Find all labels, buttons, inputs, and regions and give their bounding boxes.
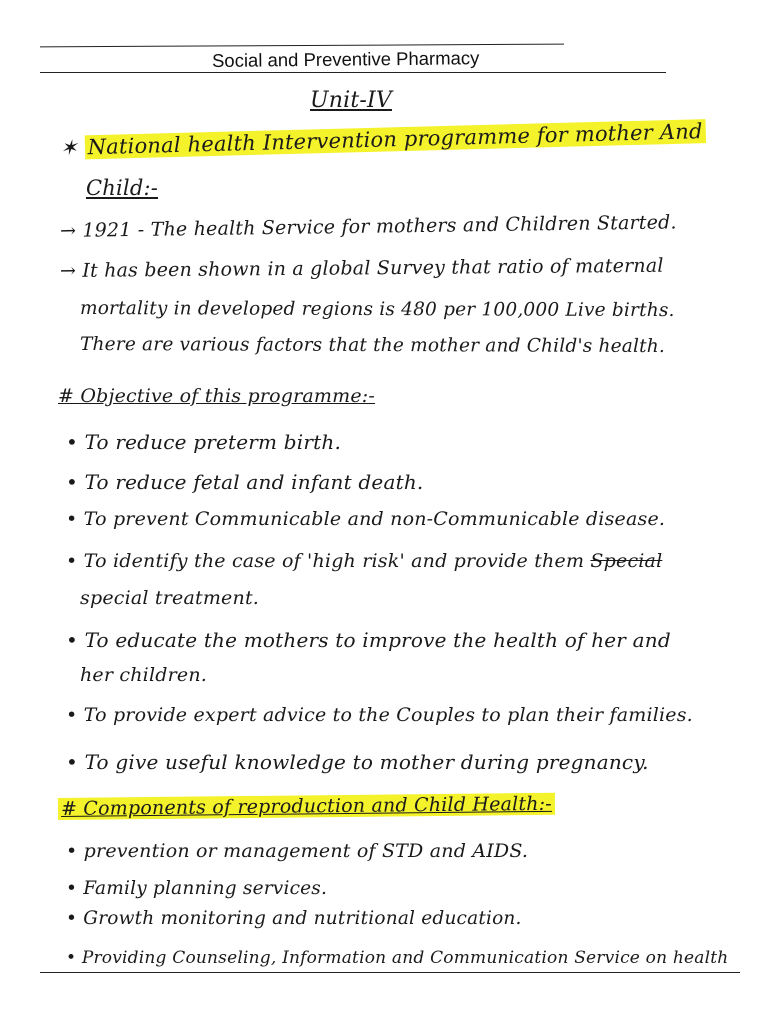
arrow-icon: → <box>59 219 77 242</box>
bullet: • <box>66 430 78 454</box>
bullet: • <box>66 840 78 862</box>
objective-item-4-cont: special treatment. <box>80 587 260 609</box>
header-rule <box>40 72 666 73</box>
components-item-4 <box>66 948 728 968</box>
intro-line-2-text: It has been shown in a global Survey that ratio of maternal <box>82 254 664 282</box>
intro-line-1-text: 1921 - The health Service for mothers and Children Started. <box>82 211 677 242</box>
bullet: • <box>66 470 78 494</box>
components-item-2 <box>66 878 327 899</box>
objective-item-4 <box>66 550 662 572</box>
objective-item-3 <box>66 508 665 530</box>
objective-heading: # Objective of this programme:- <box>58 385 376 407</box>
bullet: • <box>66 550 78 572</box>
objective-item-2 <box>66 470 423 494</box>
objective-item-5 <box>66 628 671 652</box>
main-heading-line1 <box>60 119 706 160</box>
objective-item-7 <box>66 750 649 774</box>
intro-line-2 <box>60 255 664 282</box>
objective-item-6 <box>66 704 693 726</box>
objective-item-1 <box>66 430 341 454</box>
objective-item-1-text: To reduce preterm birth. <box>84 430 342 454</box>
footer-rule <box>40 972 740 973</box>
components-item-3-text: Growth monitoring and nutritional education. <box>83 908 522 929</box>
objective-item-6-text: To provide expert advice to the Couples to plan their families. <box>83 704 693 726</box>
components-heading-text: # Components of reproduction and Child Health:- <box>58 793 555 820</box>
bullet: • <box>66 948 77 968</box>
components-item-4-text: Providing Counseling, Information and Communication Service on health <box>81 948 729 968</box>
bullet: • <box>66 908 78 929</box>
intro-line-4: There are various factors that the mother and Child's health. <box>79 334 666 358</box>
bullet: • <box>66 750 78 774</box>
page-header-title: Social and Preventive Pharmacy <box>211 47 480 71</box>
bullet: • <box>66 878 78 899</box>
objective-item-5-text: To educate the mothers to improve the health of her and <box>84 628 671 652</box>
bullet: • <box>66 628 78 652</box>
objective-item-4-struck: Special <box>590 550 663 572</box>
unit-title: Unit-IV <box>310 88 392 113</box>
objective-item-5-cont: her children. <box>80 664 207 686</box>
intro-line-1 <box>60 211 677 242</box>
objective-item-4-text: To identify the case of 'high risk' and provide them <box>83 550 585 572</box>
components-item-1-text: prevention or management of STD and AIDS. <box>83 840 529 862</box>
bullet: • <box>66 508 78 530</box>
star-icon: ✶ <box>59 135 79 160</box>
objective-item-2-text: To reduce fetal and infant death. <box>84 470 424 494</box>
objective-item-7-text: To give useful knowledge to mother during pregnancy. <box>84 750 649 774</box>
objective-item-3-text: To prevent Communicable and non-Communicable disease. <box>83 508 666 530</box>
components-item-1 <box>66 840 528 862</box>
top-rule <box>40 44 564 48</box>
main-heading-text: National health Intervention programme for mother And <box>84 119 705 159</box>
main-heading-line2 <box>86 176 158 200</box>
arrow-icon: → <box>59 259 77 282</box>
bullet: • <box>66 704 78 726</box>
main-heading-line2-text: Child:- <box>86 176 159 200</box>
components-item-3 <box>66 908 522 929</box>
intro-line-3: mortality in developed regions is 480 per 100,000 Live births. <box>79 298 675 322</box>
components-item-2-text: Family planning services. <box>83 878 328 899</box>
components-heading <box>58 793 555 820</box>
